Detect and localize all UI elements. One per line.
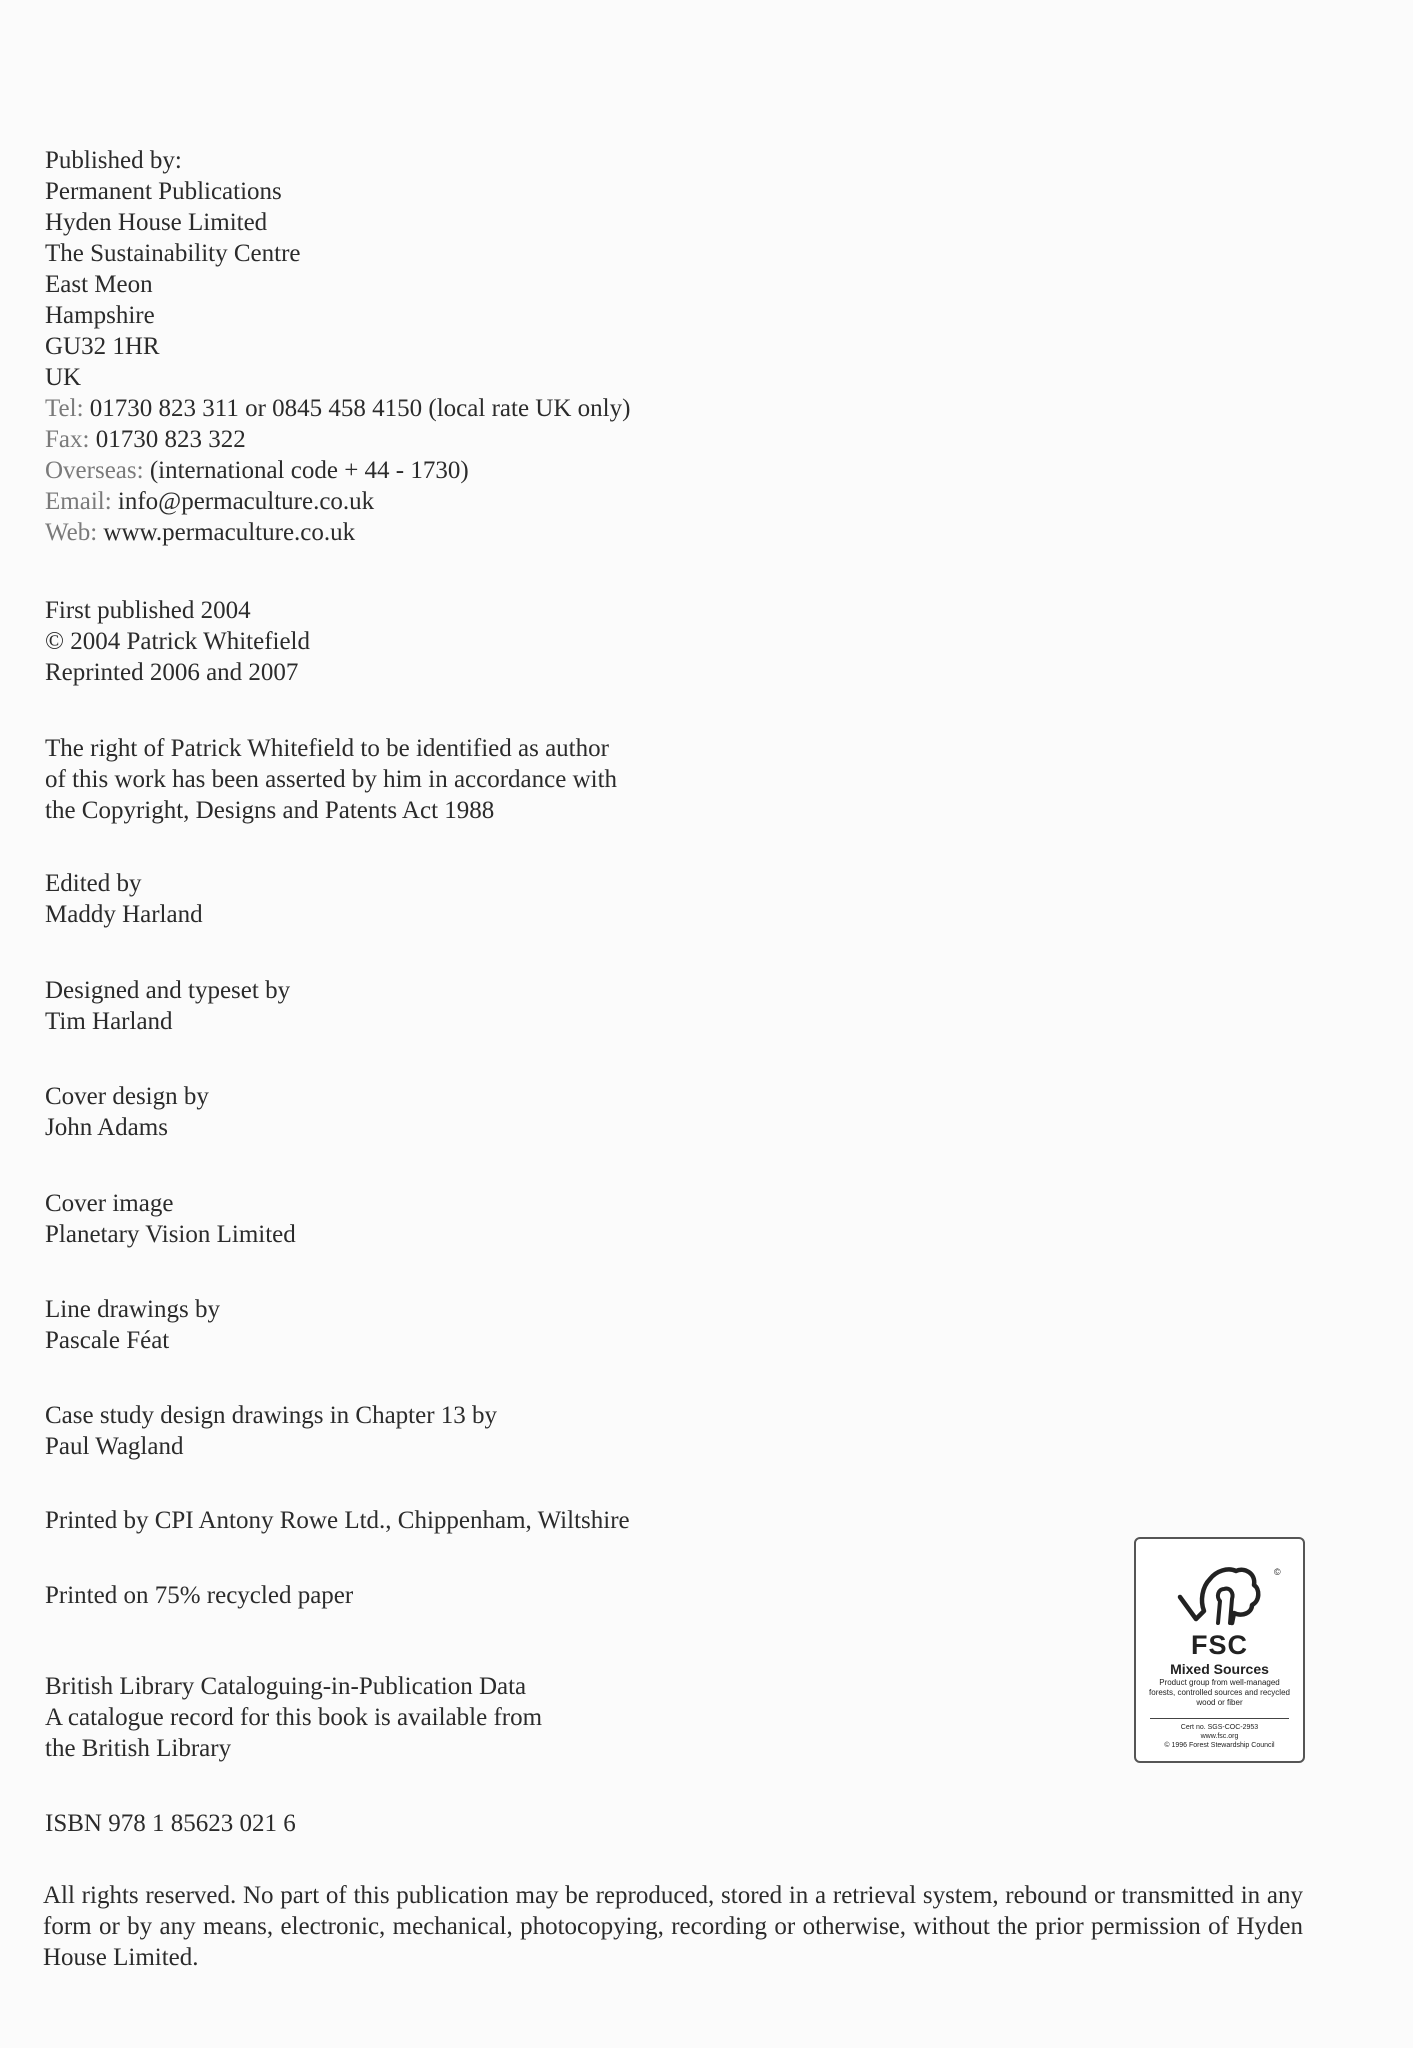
fsc-url: www.fsc.org <box>1200 1733 1239 1740</box>
contact-tel <box>45 393 1325 424</box>
all-rights-reserved: All rights reserved. No part of this publication may be reproduced, stored in a retrieval system, rebound or transmitted in any form or by any means, electronic, mechanical, photocopying, recording or otherwise, without the prior permission of Hyden House Limited. <box>43 1882 1303 1971</box>
publisher-country: UK <box>45 364 82 391</box>
credit-role: Case study design drawings in Chapter 13 by <box>45 1402 498 1429</box>
fsc-footer <box>1144 1723 1295 1750</box>
isbn <box>45 1808 1325 1839</box>
credit-editor <box>45 868 1325 930</box>
publication-history <box>45 595 1325 688</box>
contact-label: Fax: <box>45 426 90 453</box>
credit-role: Designed and typeset by <box>45 977 291 1004</box>
contact-value: info@permaculture.co.uk <box>111 488 375 515</box>
printed-by <box>45 1505 1325 1536</box>
contact-overseas <box>45 455 1325 486</box>
publisher-address-line: Hampshire <box>45 302 155 329</box>
contact-web <box>45 517 1325 548</box>
publisher-address-line: East Meon <box>45 271 153 298</box>
fsc-name: FSC <box>1191 1630 1248 1660</box>
contact-label: Email: <box>45 488 112 515</box>
credit-role: Cover image <box>45 1190 174 1217</box>
fsc-subtitle: Mixed Sources <box>1170 1661 1269 1677</box>
credit-role: Edited by <box>45 870 142 897</box>
fsc-tree-checkmark-icon <box>1174 1557 1264 1629</box>
contact-label: Tel: <box>45 395 84 422</box>
contact-email <box>45 486 1325 517</box>
credit-role: Line drawings by <box>45 1296 220 1323</box>
reprint-notice: Reprinted 2006 and 2007 <box>45 659 299 686</box>
contact-value: 01730 823 322 <box>89 426 246 453</box>
contact-value: www.permaculture.co.uk <box>97 519 356 546</box>
fsc-cert: Cert no. SGS-COC-2953 <box>1180 1724 1259 1731</box>
copyright-notice: © 2004 Patrick Whitefield <box>45 628 311 655</box>
moral-rights <box>45 733 1325 826</box>
cip-data <box>45 1671 1325 1764</box>
fsc-logo: © FSC Mixed Sources Product group from well-managed forests, controlled sources and recycled wood or fiber Cert no. SGS-COC-2953 www.fsc.org © 1996 Forest Stewardship Council <box>1134 1537 1305 1763</box>
cip-line: the British Library <box>45 1735 232 1762</box>
contact-value: (international code + 44 - 1730) <box>143 457 469 484</box>
credit-role: Cover design by <box>45 1083 209 1110</box>
publisher-block <box>45 145 1325 548</box>
contact-fax <box>45 424 1325 455</box>
credit-name: Pascale Féat <box>45 1327 170 1354</box>
cip-line: A catalogue record for this book is available from <box>45 1704 543 1731</box>
moral-rights-line: of this work has been asserted by him in accordance with <box>45 766 618 793</box>
credit-name: Planetary Vision Limited <box>45 1221 296 1248</box>
credit-name: Paul Wagland <box>45 1433 184 1460</box>
credit-name: Maddy Harland <box>45 901 203 928</box>
credit-name: John Adams <box>45 1114 168 1141</box>
credit-cover-design <box>45 1081 1325 1143</box>
paper-note <box>45 1580 1325 1611</box>
credit-name: Tim Harland <box>45 1008 173 1035</box>
credit-cover-image <box>45 1188 1325 1250</box>
fsc-description: Product group from well-managed forests, controlled sources and recycled wood or fiber <box>1149 1678 1290 1707</box>
publisher-name: Permanent Publications <box>45 178 282 205</box>
moral-rights-line: the Copyright, Designs and Patents Act 1988 <box>45 797 495 824</box>
cip-line: British Library Cataloguing-in-Publication Data <box>45 1673 527 1700</box>
isbn-line: ISBN 978 1 85623 021 6 <box>45 1810 296 1837</box>
contact-value: 01730 823 311 or 0845 458 4150 (local rate UK only) <box>83 395 631 422</box>
contact-label: Web: <box>45 519 98 546</box>
contact-label: Overseas: <box>45 457 144 484</box>
publisher-address-line: The Sustainability Centre <box>45 240 301 267</box>
credit-case-study <box>45 1400 1325 1462</box>
moral-rights-line: The right of Patrick Whitefield to be identified as author <box>45 735 609 762</box>
fsc-copyright: © 1996 Forest Stewardship Council <box>1164 1742 1275 1749</box>
published-by-label: Published by: <box>45 147 182 174</box>
credit-designer <box>45 975 1325 1037</box>
publisher-postcode: GU32 1HR <box>45 333 160 360</box>
credit-line-drawings <box>45 1294 1325 1356</box>
publisher-company: Hyden House Limited <box>45 209 268 236</box>
first-published: First published 2004 <box>45 597 251 624</box>
fsc-divider <box>1150 1718 1289 1719</box>
printer-line: Printed by CPI Antony Rowe Ltd., Chippenham, Wiltshire <box>45 1507 630 1534</box>
paper-line: Printed on 75% recycled paper <box>45 1582 354 1609</box>
